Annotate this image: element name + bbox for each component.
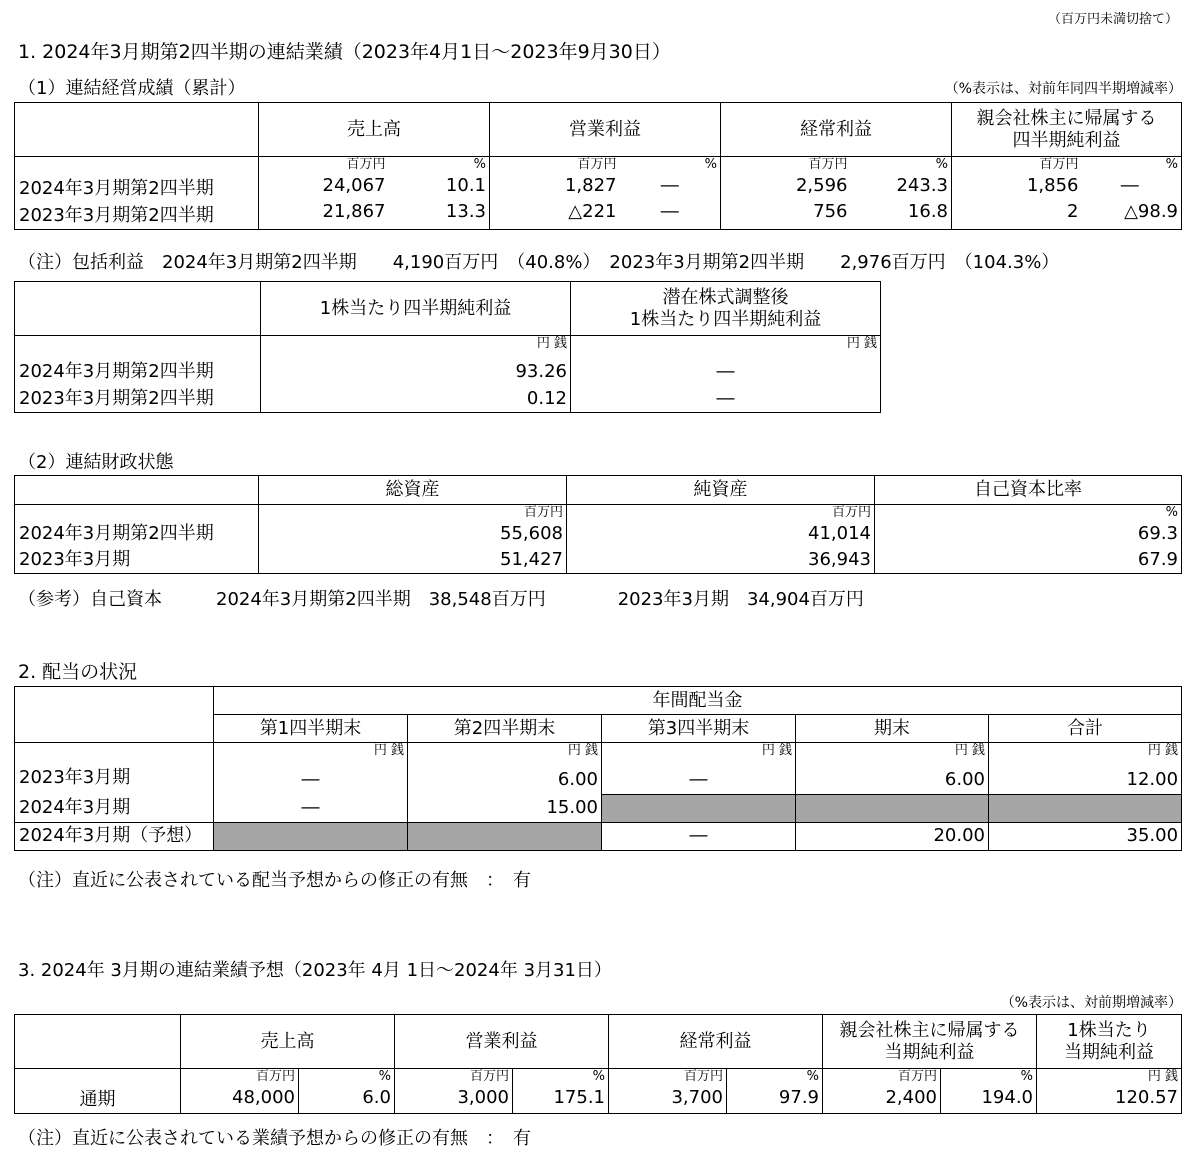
operating-results-table [14,102,1182,230]
header-diluted-eps: 潜在株式調整後 1株当たり四半期純利益 [571,282,881,336]
fc-eps: 円 銭 120.57 [1037,1069,1182,1114]
div-2023-q2: 円 銭 6.00 [408,743,602,795]
div-fc-q3: ― [602,823,796,851]
fc-header-sales: 売上高 [181,1015,395,1069]
header-annual-dividend: 年間配当金 [214,687,1182,715]
total-assets-col: 百万円 55,608 51,427 [259,505,567,574]
results-ord-pct-col: % 243.3 16.8 [851,157,952,230]
results-net-pct-col: % ― △98.9 [1082,157,1182,230]
div-fc-q1-na [214,823,408,851]
forecast-note-top: （%表示は、対前期増減率） [1000,995,1182,1011]
header-year-end: 期末 [796,715,989,743]
fc-sales: 百万円 48,000 [181,1069,299,1114]
results-net-col: 百万円 1,856 2 [952,157,1082,230]
header-total: 合計 [989,715,1182,743]
header-net-assets: 純資産 [567,476,875,505]
section1-title: 1. 2024年3月期第2四半期の連結業績（2023年4月1日～2023年9月30日） [18,41,671,63]
fc-header-net-income: 親会社株主に帰属する 当期純利益 [823,1015,1037,1069]
div-2023-q3: 円 銭 ― [602,743,796,795]
header-net-income: 親会社株主に帰属する 四半期純利益 [952,103,1182,157]
operating-results-title: （1）連結経営成績（累計） [18,78,246,99]
diluted-eps-col: 円 銭 ― ― [571,336,881,413]
results-op-col: 百万円 1,827 △221 [490,157,620,230]
fc-ord: 百万円 3,700 [609,1069,727,1114]
div-2024-q3-na [602,795,796,823]
div-fc-q2-na [408,823,602,851]
dividend-row-label-forecast: 2024年3月期（予想） [15,823,214,851]
div-2023-q1: 円 銭 ― [214,743,408,795]
fc-net: 百万円 2,400 [823,1069,941,1114]
fc-header-eps: 1株当たり 当期純利益 [1037,1015,1182,1069]
equity-ratio-col: % 69.3 67.9 [875,505,1182,574]
section2-title: 2. 配当の状況 [18,661,138,683]
fc-header-ordinary-income: 経常利益 [609,1015,823,1069]
forecast-revision-note: （注）直近に公表されている業績予想からの修正の有無 ： 有 [18,1128,531,1149]
fc-ord-pct: % 97.9 [727,1069,823,1114]
header-eps: 1株当たり四半期純利益 [261,282,571,336]
div-2024-total-na [989,795,1182,823]
header-sales: 売上高 [259,103,490,157]
header-q3-end: 第3四半期末 [602,715,796,743]
header-q2-end: 第2四半期末 [408,715,602,743]
net-assets-col: 百万円 41,014 36,943 [567,505,875,574]
financial-position-table [14,475,1182,574]
div-2024-q1: ― [214,795,408,823]
dividend-revision-note: （注）直近に公表されている配当予想からの修正の有無 ： 有 [18,870,531,891]
section3-title: 3. 2024年 3月期の連結業績予想（2023年 4月 1日～2024年 3月31日） [18,960,612,981]
div-fc-total: 35.00 [989,823,1182,851]
fc-sales-pct: % 6.0 [299,1069,395,1114]
comprehensive-income-note: （注）包括利益 2024年3月期第2四半期 4,190百万円 （40.8%） 2023年3月期第2四半期 2,976百万円 （104.3%） [18,252,1060,273]
dividend-row-label-2023: 2023年3月期 [15,743,214,795]
results-op-pct-col: % ― ― [620,157,721,230]
header-total-assets: 総資産 [259,476,567,505]
forecast-table [14,1014,1182,1114]
fin-row-labels: 2024年3月期第2四半期 2023年3月期 [15,505,259,574]
header-operating-income: 営業利益 [490,103,721,157]
fc-op: 百万円 3,000 [395,1069,513,1114]
header-q1-end: 第1四半期末 [214,715,408,743]
fc-row-label: 通期 [15,1069,181,1114]
results-row-labels: 2024年3月期第2四半期 2023年3月期第2四半期 [15,157,259,230]
rounding-note: （百万円未満切捨て） [1047,12,1178,27]
div-2024-end-na [796,795,989,823]
div-fc-end: 20.00 [796,823,989,851]
results-sales-col: 百万円 24,067 21,867 [259,157,389,230]
dividend-row-label-2024: 2024年3月期 [15,795,214,823]
financial-position-title: （2）連結財政状態 [18,452,174,473]
div-2023-end: 円 銭 6.00 [796,743,989,795]
div-2024-q2: 15.00 [408,795,602,823]
div-2023-total: 円 銭 12.00 [989,743,1182,795]
header-equity-ratio: 自己資本比率 [875,476,1182,505]
eps-col: 円 銭 93.26 0.12 [261,336,571,413]
dividend-table [14,686,1182,851]
header-ordinary-income: 経常利益 [721,103,952,157]
eps-row-labels: 2024年3月期第2四半期 2023年3月期第2四半期 [15,336,261,413]
fc-header-operating-income: 営業利益 [395,1015,609,1069]
operating-results-note: （%表示は、対前年同四半期増減率） [944,81,1182,97]
eps-table [14,281,881,413]
results-ord-col: 百万円 2,596 756 [721,157,851,230]
equity-note: （参考）自己資本 2024年3月期第2四半期 38,548百万円 2023年3月期 34,904百万円 [18,589,864,610]
fc-net-pct: % 194.0 [941,1069,1037,1114]
fc-op-pct: % 175.1 [513,1069,609,1114]
results-sales-pct-col: % 10.1 13.3 [389,157,490,230]
